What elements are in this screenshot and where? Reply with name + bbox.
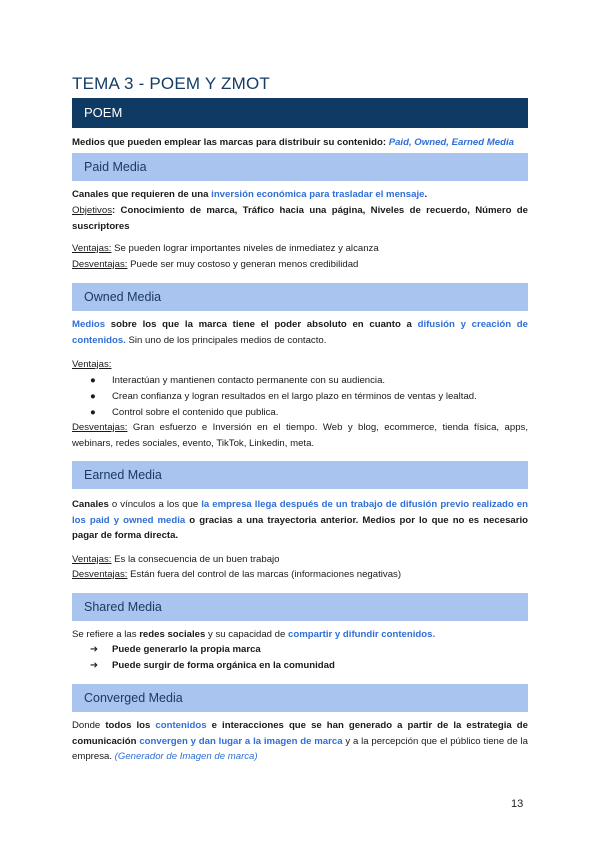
poem-intro	[72, 135, 528, 151]
paid-advantages-label: Ventajas:	[72, 243, 112, 254]
earned-paragraph	[72, 497, 528, 544]
converged-paragraph-d: e interacciones que se han generado a partir de la estrategia de comunicación	[72, 720, 528, 747]
paid-line-1	[72, 187, 528, 203]
owned-advantages-label-line	[72, 357, 528, 373]
paid-line-1-end: .	[424, 189, 428, 200]
section-header-poem	[72, 98, 528, 128]
earned-advantages	[72, 552, 528, 568]
section-header-shared-media	[72, 593, 528, 621]
paid-objectives-label: Objetivos	[72, 205, 112, 216]
converged-paragraph-e: convergen y dan lugar a la imagen de marca	[136, 735, 343, 747]
owned-disadvantages	[72, 420, 528, 451]
converged-paragraph-a: Donde	[72, 720, 106, 731]
shared-paragraph-b: redes sociales	[139, 629, 206, 640]
shared-paragraph	[72, 627, 528, 643]
section-header-owned-media-label: Owned Media	[84, 290, 162, 304]
owned-bullet-2-text: Crean confianza y logran resultados en el largo plazo en términos de ventas y lealtad.	[112, 391, 477, 402]
arrow-right-icon: ➔	[90, 660, 99, 671]
section-header-owned-media	[72, 283, 528, 311]
earned-paragraph-a: Canales	[72, 499, 109, 510]
converged-paragraph-f: y a la percepción que el público tiene de la empresa.	[72, 735, 528, 762]
owned-advantages-label: Ventajas:	[72, 359, 112, 370]
owned-paragraph-b: sobre los que la marca tiene el poder absoluto en cuanto a	[105, 319, 418, 330]
earned-paragraph-d: o gracias a una trayectoria anterior.	[185, 514, 359, 526]
paid-disadvantages	[72, 257, 528, 273]
bullet-marker: ●	[90, 375, 96, 386]
paid-disadvantages-label: Desventajas:	[72, 259, 128, 270]
shared-paragraph-c: y su capacidad de	[205, 629, 289, 640]
poem-intro-text: Medios que pueden emplear las marcas para distribuir su contenido:	[72, 137, 389, 148]
section-header-earned-media-label: Earned Media	[84, 468, 162, 482]
section-header-paid-media-label: Paid Media	[84, 160, 147, 174]
earned-disadvantages-text: Están fuera del control de las marcas (informaciones negativas)	[127, 569, 402, 580]
converged-paragraph	[72, 718, 528, 765]
shared-bullet-2-text: Puede surgir de forma orgánica en la comunidad	[112, 660, 335, 671]
earned-paragraph-b: o vínculos a los que	[108, 499, 202, 510]
bullet-marker: ●	[90, 391, 96, 402]
paid-advantages	[72, 241, 528, 257]
earned-advantages-text: Es la consecuencia de un buen trabajo	[111, 554, 280, 565]
section-header-converged-media	[72, 684, 528, 712]
owned-bullet-3-text: Control sobre el contenido que publica.	[112, 407, 279, 418]
section-header-shared-media-label: Shared Media	[84, 600, 162, 614]
earned-paragraph-e: Medios por lo que no es necesario pagar de forma directa.	[72, 514, 528, 541]
shared-paragraph-d: compartir y difundir contenidos.	[288, 629, 436, 640]
section-header-paid-media	[72, 153, 528, 181]
converged-paragraph-c: contenidos	[150, 720, 207, 731]
earned-advantages-label: Ventajas:	[72, 554, 112, 565]
paid-objectives	[72, 203, 528, 234]
paid-disadvantages-text: Puede ser muy costoso y generan menos credibilidad	[127, 259, 359, 270]
converged-paragraph-b: todos los	[105, 720, 151, 731]
owned-paragraph	[72, 317, 528, 348]
owned-paragraph-a: Medios	[72, 319, 106, 330]
owned-disadvantages-label: Desventajas:	[72, 422, 128, 433]
owned-bullet-1-text: Interactúan y mantienen contacto permanente con su audiencia.	[112, 375, 386, 386]
paid-line-1-highlight: inversión económica para trasladar el mensaje	[211, 189, 425, 200]
paid-objectives-text: : Conocimiento de marca, Tráfico hacia una página, Niveles de recuerdo, Número de suscriptores	[72, 205, 528, 232]
section-header-converged-media-label: Converged Media	[84, 691, 183, 705]
owned-paragraph-d: Sin uno de los principales medios de contacto.	[125, 334, 327, 346]
page-title: TEMA 3 - POEM Y ZMOT	[72, 74, 270, 93]
owned-disadvantages-text: Gran esfuerzo e Inversión en el tiempo. Web y blog, ecommerce, tienda física, apps, webinars, redes sociales, evento, TikTok, Linkedin, meta.	[72, 422, 528, 449]
paid-line-1-text: Canales que requieren de una	[72, 189, 212, 200]
paid-advantages-text: Se pueden lograr importantes niveles de inmediatez y alcanza	[111, 243, 379, 254]
section-header-earned-media	[72, 461, 528, 489]
arrow-right-icon: ➔	[90, 644, 99, 655]
shared-bullet-1-text: Puede generarlo la propia marca	[112, 644, 261, 655]
earned-disadvantages-label: Desventajas:	[72, 569, 128, 580]
converged-paragraph-g: (Generador de Imagen de marca)	[114, 751, 258, 762]
page-number: 13	[511, 798, 524, 810]
poem-intro-highlight: Paid, Owned, Earned Media	[388, 137, 514, 148]
shared-paragraph-a: Se refiere a las	[72, 629, 140, 640]
owned-paragraph-c: difusión y creación de contenidos.	[72, 319, 528, 346]
bullet-marker: ●	[90, 407, 96, 418]
section-header-poem-label: POEM	[84, 105, 123, 120]
earned-paragraph-c: la empresa llega después de un trabajo de difusión previo realizado en los paid y owned media	[72, 499, 528, 526]
earned-disadvantages	[72, 567, 528, 583]
